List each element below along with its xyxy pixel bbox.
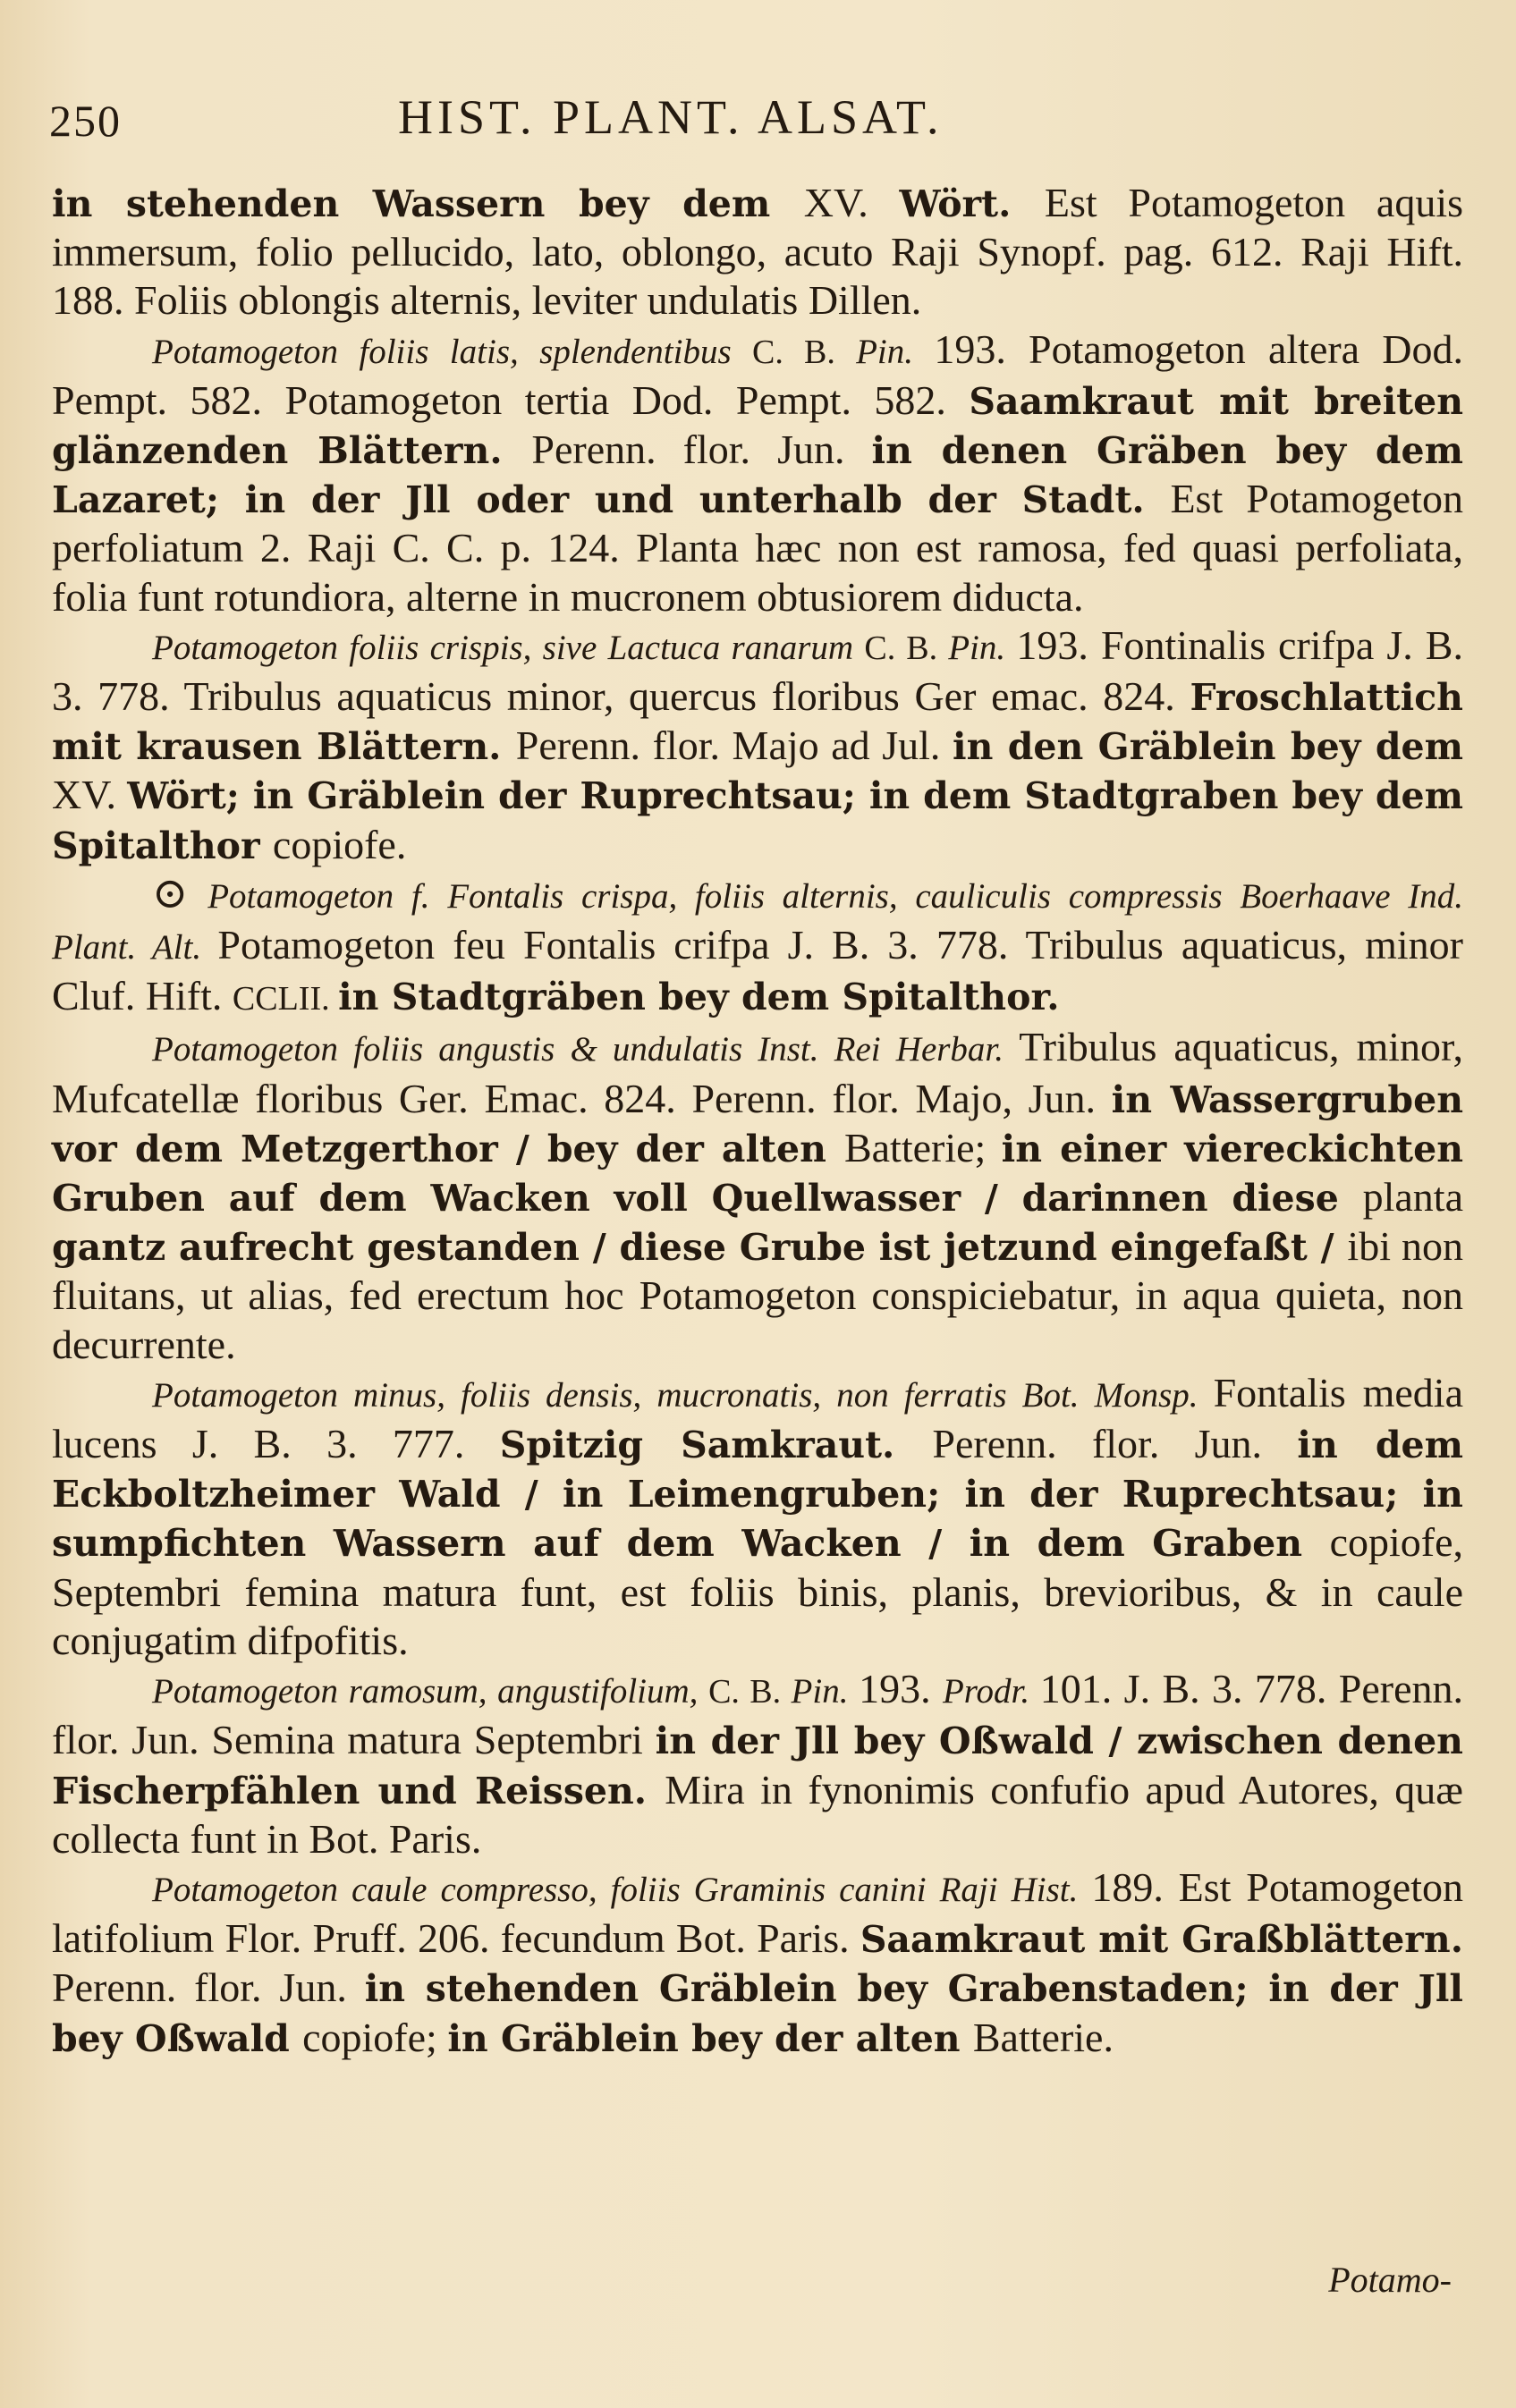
german-text: Saamkraut mit breiten glänzenden Blättern. — [52, 379, 1464, 473]
german-text: in dem Eckboltzheimer Wald / in Leimengruben; in der Ruprechtsau; in sumpfichten Wassern auf dem Wacken / in dem Graben — [52, 1424, 1463, 1566]
latin-text: Batterie. — [972, 2014, 1114, 2060]
perennial-symbol: ⊙ — [152, 869, 208, 917]
latin-text: Perenn. flor. Jun. — [531, 427, 872, 473]
latin-text: 189. Est Potamogeton latifolium Flor. Pruff. 206. fecundum Bot. Paris. — [52, 1863, 1464, 1962]
latin-text: Mira in fynonimis confufio apud Autores, quæ collecta funt in Bot. Paris. — [52, 1766, 1463, 1862]
german-text: Wört. — [899, 182, 1045, 225]
paragraph — [52, 1863, 1463, 2063]
latin-text: Tribulus aquaticus, minor, Mufcatellæ floribus Ger. Emac. 824. Perenn. flor. Majo, Jun. — [52, 1024, 1463, 1121]
german-text: in der Jll bey Oßwald / zwischen denen Fischerpfählen und Reissen. — [52, 1719, 1463, 1812]
small-caps-text: C. B. — [708, 1673, 792, 1711]
latin-text: copiofe, Septembri femina matura funt, est foliis binis, planis, brevioribus, & in caule conjugatim difpofitis. — [52, 1519, 1463, 1663]
paragraph — [52, 870, 1463, 1024]
latin-text: 101. J. B. 3. 778. Perenn. flor. Jun. Semina matura Septembri — [52, 1666, 1464, 1763]
latin-text: planta — [1362, 1174, 1463, 1221]
latin-text: Fontalis media lucens J. B. 3. 777. — [52, 1369, 1463, 1467]
italic-citation: Pin. — [856, 332, 935, 371]
body-text — [52, 179, 1463, 2063]
page-header — [49, 89, 1471, 161]
italic-citation: Potamogeton f. Fontalis crispa, foliis alternis, cauliculis compressis Boerhaave Ind. Plant. Alt. — [52, 876, 1464, 967]
german-text: in stehenden Wassern bey dem — [52, 182, 804, 225]
german-text: in einer viereckichten Gruben auf dem Wacken voll Quellwasser / darinnen diese — [52, 1127, 1464, 1221]
german-text: in denen Gräben bey dem Lazaret; in der Jll oder und unterhalb der Stadt. — [52, 429, 1463, 522]
italic-citation: Potamogeton foliis crispis, sive Lactuca ranarum — [152, 628, 865, 667]
latin-text: Est Potamogeton perfoliatum 2. Raji C. C. p. 124. Planta hæc non est ramosa, fed quasi perfoliata, folia funt rotundiora, alterne in mucronem obtusiorem diducta. — [52, 476, 1463, 620]
italic-citation: Pin. — [791, 1672, 860, 1711]
latin-text: 193. Potamogeton altera Dod. Pempt. 582. Potamogeton tertia Dod. Pempt. 582. — [52, 325, 1463, 423]
italic-citation: Prodr. — [942, 1672, 1040, 1711]
paragraph — [52, 1665, 1463, 1863]
italic-citation: Potamogeton ramosum, angustifolium, — [152, 1672, 709, 1711]
german-text: in stehenden Gräblein bey Grabenstaden; in der Jll bey Oßwald — [52, 1967, 1464, 2060]
paragraph — [52, 1023, 1463, 1368]
small-caps-text: CCLII. — [232, 980, 339, 1018]
german-text: Spitzig Samkraut. — [499, 1424, 933, 1467]
latin-text: Potamogeton feu Fontalis crifpa J. B. 3. 778. Tribulus aquaticus, minor Cluf. Hift. — [52, 922, 1463, 1019]
german-text: in Stadtgräben bey dem Spitalthor. — [338, 976, 1060, 1019]
latin-text: Perenn. flor. Jun. — [52, 1964, 365, 2011]
german-text: Froschlattich mit krausen Blättern. — [52, 676, 1463, 769]
paragraph — [52, 621, 1463, 870]
german-text: in Gräblein bey der alten — [447, 2016, 973, 2060]
latin-text: copiofe. — [272, 821, 407, 867]
german-text: gantz aufrecht gestanden / diese Grube ist jetzund eingefaßt / — [52, 1226, 1348, 1270]
latin-text: ibi non fluitans, ut alias, fed erectum hoc Potamogeton conspiciebatur, in aqua quieta, non decurrente. — [52, 1223, 1463, 1367]
paragraph — [52, 179, 1463, 325]
italic-citation: Potamogeton foliis angustis & undulatis Inst. Rei Herbar. — [152, 1030, 1020, 1069]
latin-text: XV. — [803, 180, 900, 225]
small-caps-text: C. B. — [864, 629, 949, 667]
latin-text: Perenn. flor. Majo ad Jul. — [515, 722, 953, 769]
latin-text: Batterie; — [843, 1124, 1002, 1170]
catchword: Potamo- — [1328, 2260, 1452, 2300]
german-text: in den Gräblein bey dem — [953, 725, 1463, 769]
latin-text: Perenn. flor. Jun. — [932, 1421, 1298, 1467]
paragraph — [52, 1369, 1463, 1665]
running-head: HIST. PLANT. ALSAT. — [398, 90, 944, 144]
italic-citation: Potamogeton minus, foliis densis, mucronatis, non ferratis Bot. Monsp. — [152, 1375, 1214, 1415]
page-number: 250 — [49, 96, 122, 146]
paragraph — [52, 325, 1463, 621]
latin-text: XV. — [52, 772, 128, 818]
german-text: in Wassergruben vor dem Metzgerthor / bey der alten — [52, 1077, 1463, 1170]
italic-citation: Pin. — [948, 628, 1017, 667]
latin-text: 193. — [859, 1666, 943, 1712]
latin-text: copiofe; — [302, 2014, 448, 2060]
small-caps-text: C. B. — [752, 333, 857, 371]
italic-citation: Potamogeton caule compresso, foliis Graminis canini Raji Hist. — [152, 1870, 1092, 1909]
latin-text: Est Potamogeton aquis immersum, folio pellucido, lato, oblongo, acuto Raji Synopf. pag. 612. Raji Hift. 188. Foliis oblongis alternis, leviter undulatis Dillen. — [52, 180, 1464, 324]
italic-citation: Potamogeton foliis latis, splendentibus — [152, 332, 753, 371]
german-text: Wört; in Gräblein der Ruprechtsau; in dem Stadtgraben bey dem Spitalthor — [52, 774, 1463, 867]
german-text: Saamkraut mit Graßblättern. — [860, 1918, 1463, 1962]
latin-text: 193. Fontinalis crifpa J. B. 3. 778. Tribulus aquaticus minor, quercus floribus Ger emac. 824. — [52, 621, 1463, 720]
